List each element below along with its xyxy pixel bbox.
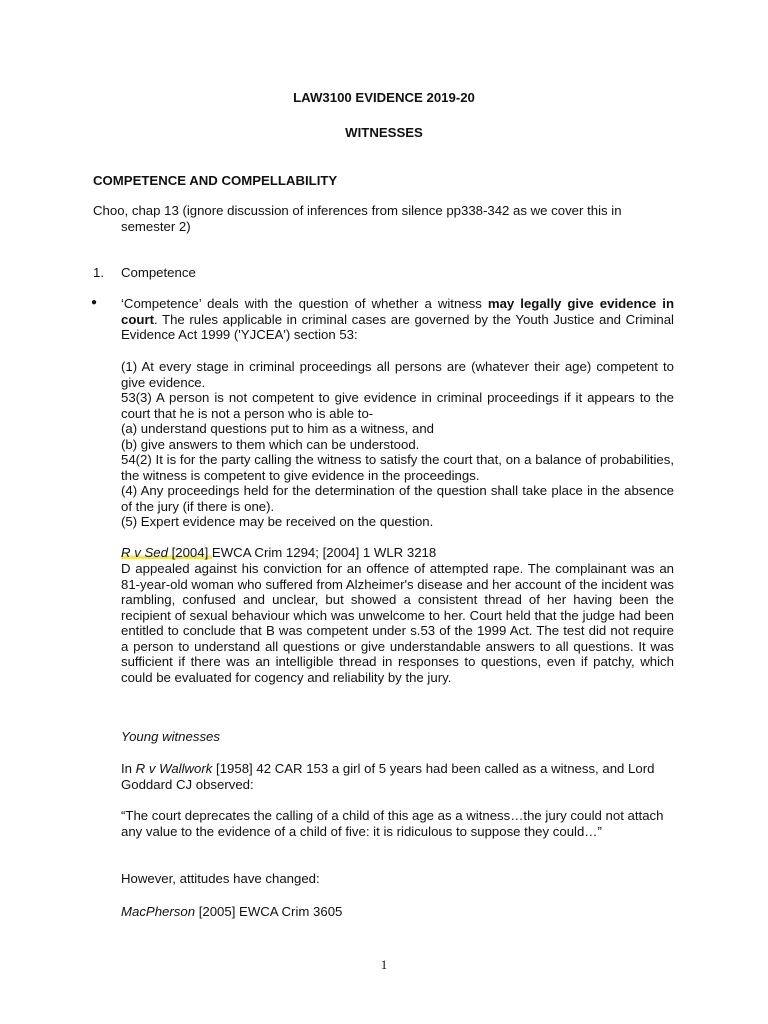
bullet-icon: ● [91, 297, 98, 308]
macpherson-citation: MacPherson [2005] EWCA Crim 3605 [121, 904, 343, 919]
course-title: LAW3100 EVIDENCE 2019-20 [293, 90, 475, 105]
however-line: However, attitudes have changed: [121, 871, 320, 886]
reading-line-2: semester 2) [121, 219, 191, 234]
s54-5: (5) Expert evidence may be received on the question. [121, 514, 434, 529]
section-heading: COMPETENCE AND COMPELLABILITY [93, 173, 338, 188]
statute-extract [121, 359, 674, 530]
goddard-quote: “The court deprecates the calling of a child of this age as a witness…the jury could not attach any value to the evidence of a child of five: it is ridiculous to suppose they could…” [121, 808, 664, 839]
competence-intro: ‘Competence’ deals with the question of whether a witness may legally give evidence in court. The rules applicable in criminal cases are governed by the Youth Justice and Criminal Evidence Act 1999 ('YJCEA') section 53: [121, 296, 674, 342]
item-label: Competence [121, 265, 196, 280]
item-number: 1. [93, 265, 104, 280]
s53-3a: (a) understand questions put to him as a witness, and [121, 421, 435, 436]
s54-2: 54(2) It is for the party calling the witness to satisfy the court that, on a balance of probabilities, the witness is competent to give evidence in the proceedings. [121, 452, 674, 483]
reading-line-1: Choo, chap 13 (ignore discussion of inferences from silence pp338-342 as we cover this in [93, 203, 622, 218]
s53-1: (1) At every stage in criminal proceedings all persons are (whatever their age) competent to give evidence. [121, 359, 674, 390]
wallwork-paragraph: In R v Wallwork [1958] 42 CAR 153 a girl of 5 years had been called as a witness, and Lord Goddard CJ observed: [121, 761, 655, 792]
topic-title: WITNESSES [345, 125, 423, 140]
case-sed-citation: R v Sed [2004] EWCA Crim 1294; [2004] 1 WLR 3218 [121, 545, 437, 560]
page-number: 1 [380, 957, 388, 972]
s53-3b: (b) give answers to them which can be understood. [121, 436, 420, 452]
s53-3: 53(3) A person is not competent to give evidence in criminal proceedings if it appears to the court that he is not a person who is able to- [121, 390, 674, 421]
young-witnesses-heading: Young witnesses [121, 729, 220, 744]
s54-4: (4) Any proceedings held for the determination of the question shall take place in the absence of the jury (if there is one). [121, 483, 674, 514]
case-sed-summary: D appealed against his conviction for an offence of attempted rape. The complainant was an 81-year-old woman who suffered from Alzheimer's disease and her account of the incident was rambling, confused and unclear, but showed a consistent thread of her having been the recipient of sexual behaviour which was unwelcome to her. Court held that the judge had been entitled to conclude that B was competent under s.53 of the 1999 Act. The test did not require a person to understand all questions or give understandable answers to all questions. It was sufficient if there was an intelligible thread in responses to questions, even if patchy, which could be evaluated for cogency and reliability by the jury. [121, 561, 674, 685]
